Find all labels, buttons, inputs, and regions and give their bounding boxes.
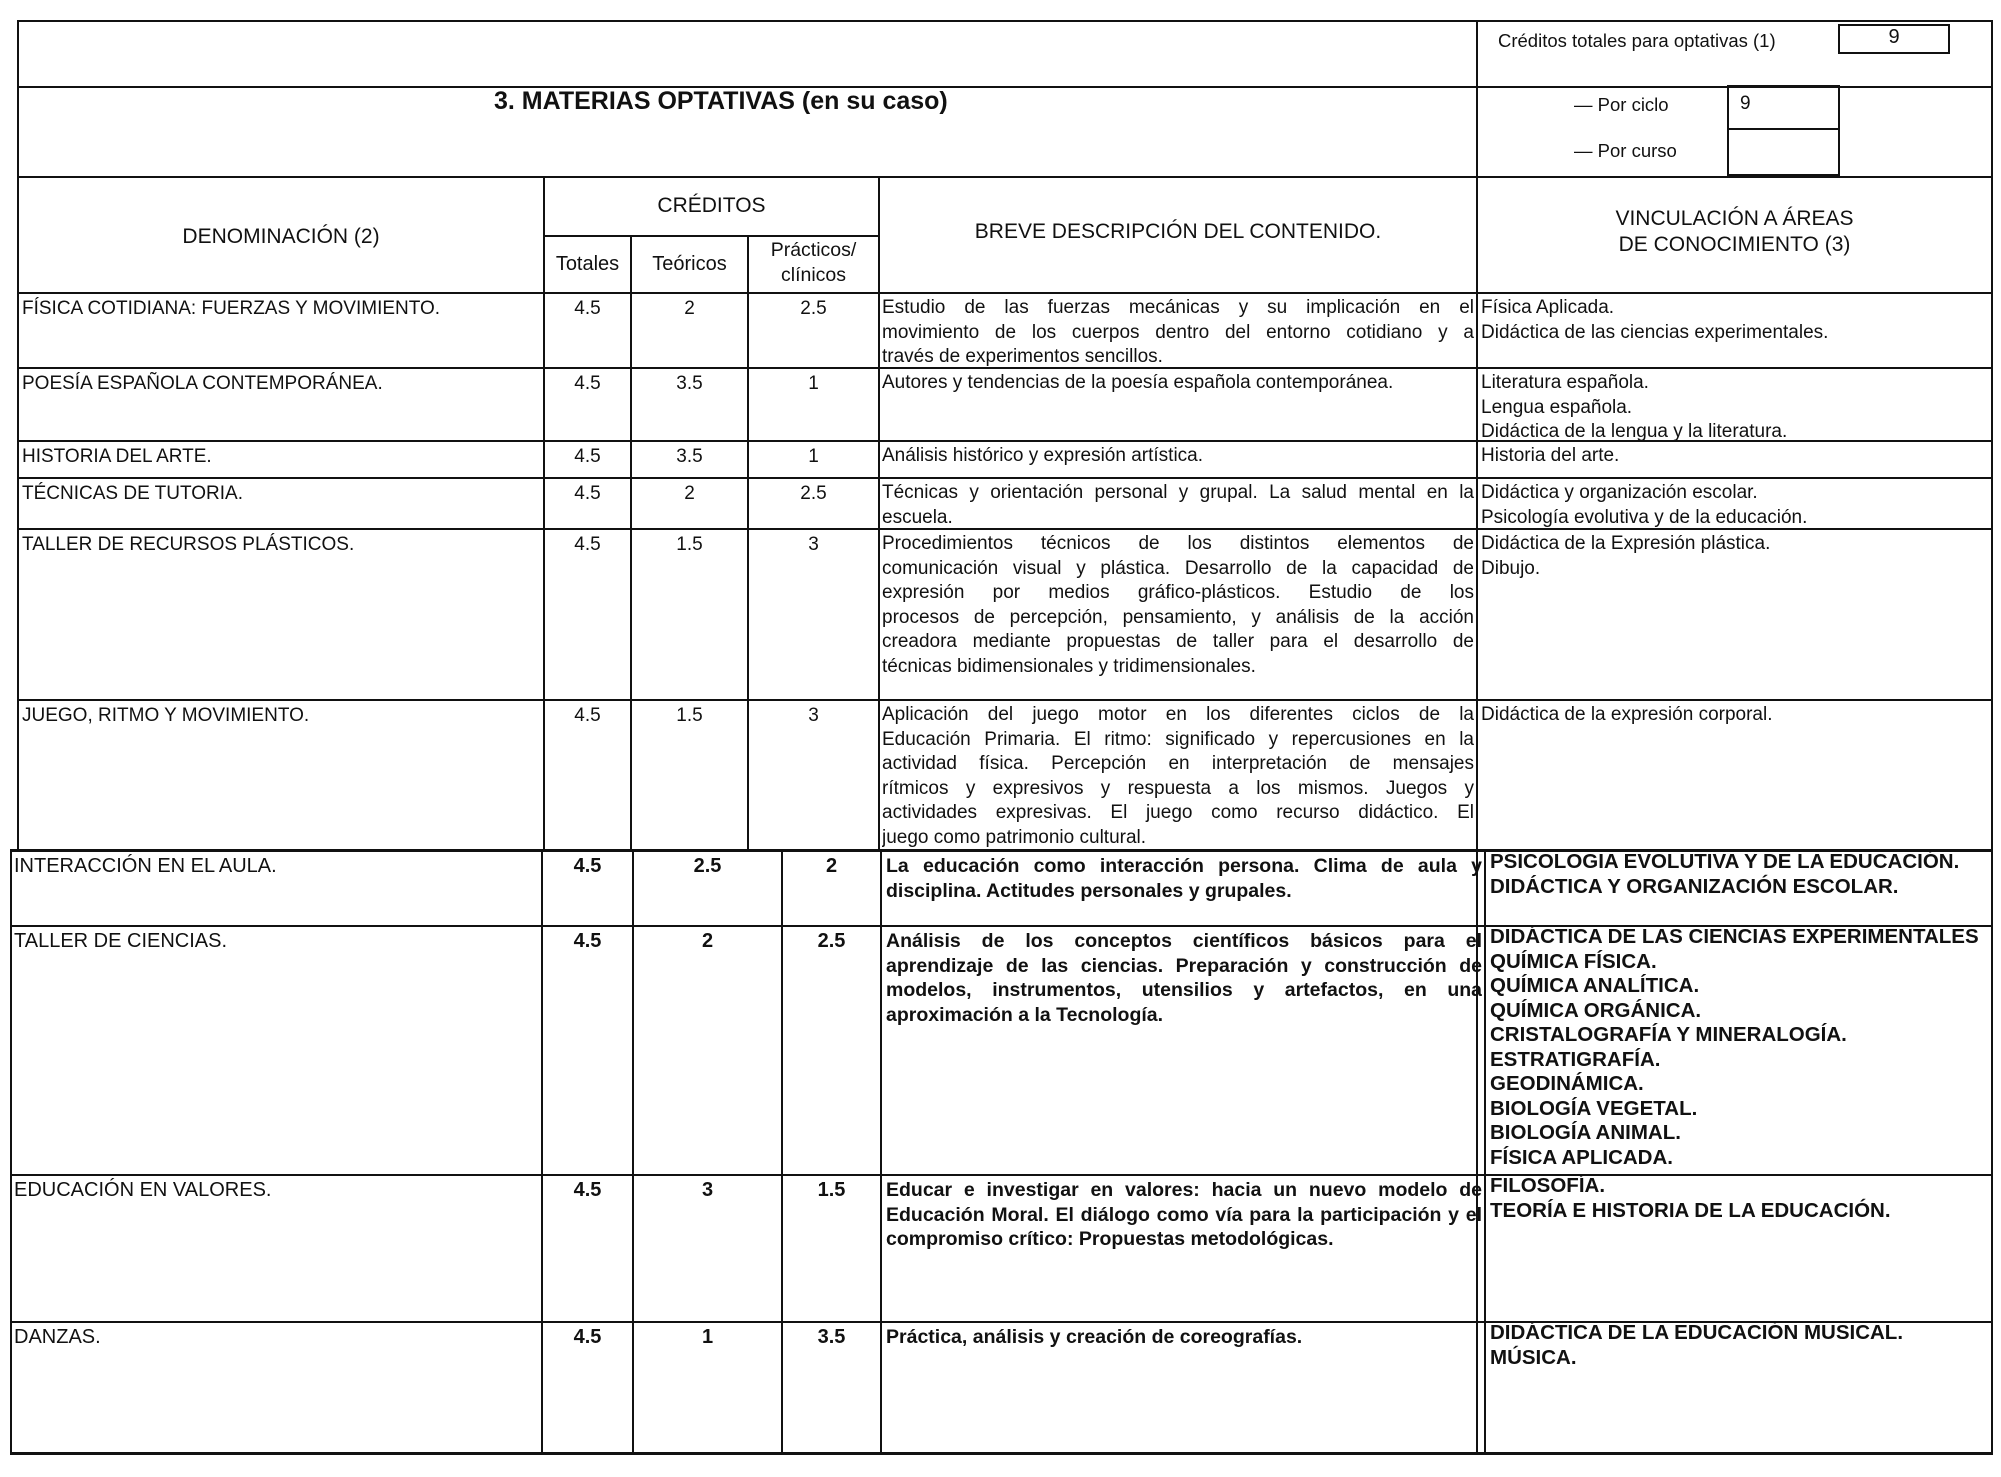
credits-totales: 4.5 xyxy=(574,298,601,319)
area-item: GEODINÁMICA. xyxy=(1490,1072,1644,1095)
credits-total-label: Créditos totales para optativas (1) xyxy=(1498,30,1776,51)
area-item: Psicología evolutiva y de la educación. xyxy=(1481,506,1808,528)
por-ciclo-label: — Por ciclo xyxy=(1574,94,1669,115)
description-line: juego como patrimonio cultural. xyxy=(882,826,1147,848)
knowledge-areas xyxy=(1481,703,1990,728)
knowledge-areas xyxy=(1481,444,1990,469)
col-vinculacion-2: DE CONOCIMIENTO (3) xyxy=(1618,233,1851,256)
area-item: DIDÁCTICA DE LAS CIENCIAS EXPERIMENTALES xyxy=(1490,925,1979,948)
area-item: Didáctica y organización escolar. xyxy=(1481,482,1758,503)
description-line: Aplicación del juego motor en los diferentes ciclos de la xyxy=(882,704,1474,725)
subject-name: POESÍA ESPAÑOLA CONTEMPORÁNEA. xyxy=(22,373,383,394)
description-line: expresión por medios gráfico-plásticos. Estudio de los xyxy=(882,582,1474,603)
knowledge-areas xyxy=(1490,850,1990,899)
section-title: 3. MATERIAS OPTATIVAS (en su caso) xyxy=(494,87,948,115)
subject-description xyxy=(886,929,1482,1027)
subject-description xyxy=(886,854,1482,903)
credits-practicos: 1 xyxy=(808,446,819,467)
credits-teoricos: 2.5 xyxy=(693,855,722,877)
description-line: modelos, instrumentos, utensilios y artefactos, en una xyxy=(886,979,1482,1001)
description-line: compromiso crítico: Propuestas metodológicas. xyxy=(886,1228,1334,1250)
area-item: Historia del arte. xyxy=(1481,445,1620,466)
credits-teoricos: 2 xyxy=(684,298,695,319)
area-item: PSICOLOGIA EVOLUTIVA Y DE LA EDUCACIÓN. xyxy=(1490,850,1960,873)
credits-practicos: 1 xyxy=(808,373,819,394)
knowledge-areas xyxy=(1481,371,1990,445)
area-item: TEORÍA E HISTORIA DE LA EDUCACIÓN. xyxy=(1490,1198,1891,1222)
subject-description xyxy=(882,532,1474,679)
area-item: QUÍMICA FÍSICA. xyxy=(1490,949,1657,973)
area-item: Didáctica de las ciencias experimentales. xyxy=(1481,321,1829,343)
credits-practicos: 2.5 xyxy=(800,298,827,319)
description-line: actividades expresivas. El juego como recurso didáctico. El xyxy=(882,802,1474,823)
subject-name: FÍSICA COTIDIANA: FUERZAS Y MOVIMIENTO. xyxy=(22,298,441,319)
credits-teoricos: 2 xyxy=(684,483,695,504)
credits-practicos: 2.5 xyxy=(817,930,846,952)
col-totales: Totales xyxy=(555,253,620,275)
area-item: Didáctica de la lengua y la literatura. xyxy=(1481,421,1788,442)
area-item: MÚSICA. xyxy=(1490,1345,1577,1369)
subject-description xyxy=(886,1325,1482,1350)
credits-totales: 4.5 xyxy=(574,483,601,504)
subject-name: TALLER DE CIENCIAS. xyxy=(14,930,228,952)
area-item: QUÍMICA ANALÍTICA. xyxy=(1490,974,1700,997)
knowledge-areas xyxy=(1481,481,1990,530)
description-line: actividad física. Percepción en interpretación de mensajes xyxy=(882,753,1474,774)
subject-description xyxy=(882,703,1474,850)
description-line: Análisis de los conceptos científicos básicos para el xyxy=(886,930,1482,952)
subject-description xyxy=(882,444,1474,469)
credits-teoricos: 1.5 xyxy=(676,705,703,726)
credits-totales: 4.5 xyxy=(574,705,601,726)
description-line: Autores y tendencias de la poesía española contemporánea. xyxy=(882,372,1394,393)
description-line: Análisis histórico y expresión artística. xyxy=(882,445,1204,466)
area-item: BIOLOGÍA VEGETAL. xyxy=(1490,1096,1698,1120)
credits-teoricos: 1.5 xyxy=(676,534,703,555)
credits-totales: 4.5 xyxy=(574,446,601,467)
description-line: Procedimientos técnicos de los distintos elementos de xyxy=(882,533,1474,554)
subject-name: DANZAS. xyxy=(14,1326,101,1348)
credits-teoricos: 3.5 xyxy=(676,446,703,467)
knowledge-areas xyxy=(1490,1321,1990,1370)
subject-name: INTERACCIÓN EN EL AULA. xyxy=(14,855,277,877)
area-item: ESTRATIGRAFÍA. xyxy=(1490,1047,1661,1071)
por-curso-box xyxy=(1727,128,1840,176)
area-item: Literatura española. xyxy=(1481,372,1649,393)
credits-teoricos: 1 xyxy=(701,1326,714,1348)
knowledge-areas xyxy=(1490,1174,1990,1223)
credits-totales: 4.5 xyxy=(574,373,601,394)
description-line: rítmicos y expresivos y respuesta a los mismos. Juegos y xyxy=(882,777,1474,799)
credits-teoricos: 2 xyxy=(701,930,714,952)
description-line: técnicas bidimensionales y tridimensionales. xyxy=(882,655,1256,677)
description-line: disciplina. Actitudes personales y grupales. xyxy=(886,879,1292,902)
credits-practicos: 2.5 xyxy=(800,483,827,504)
credits-totales: 4.5 xyxy=(573,1326,602,1348)
credits-total-value: 9 xyxy=(1888,26,1900,48)
subject-name: EDUCACIÓN EN VALORES. xyxy=(14,1179,272,1201)
description-line: aprendizaje de las ciencias. Preparación y construcción de xyxy=(886,954,1482,977)
area-item: FÍSICA APLICADA. xyxy=(1490,1145,1673,1169)
credits-totales: 4.5 xyxy=(574,534,601,555)
description-line: aproximación a la Tecnología. xyxy=(886,1003,1164,1026)
area-item: Didáctica de la Expresión plástica. xyxy=(1481,533,1771,554)
col-creditos: CRÉDITOS xyxy=(657,194,766,217)
credits-totales: 4.5 xyxy=(573,1179,602,1201)
description-line: Estudio de las fuerzas mecánicas y su implicación en el xyxy=(882,297,1474,318)
credits-practicos: 3 xyxy=(808,534,819,555)
subject-name: TÉCNICAS DE TUTORIA. xyxy=(22,483,243,504)
description-line: Educación Primaria. El ritmo: significado y repercusiones en la xyxy=(882,728,1474,750)
area-item: Didáctica de la expresión corporal. xyxy=(1481,704,1773,725)
col-vinculacion-1: VINCULACIÓN A ÁREAS xyxy=(1615,207,1854,230)
knowledge-areas xyxy=(1490,925,1990,1170)
credits-teoricos: 3.5 xyxy=(676,373,703,394)
description-line: Técnicas y orientación personal y grupal. La salud mental en la xyxy=(882,482,1474,503)
col-teoricos: Teóricos xyxy=(652,253,727,275)
por-curso-label: — Por curso xyxy=(1574,140,1677,161)
description-line: movimiento de los cuerpos dentro del entorno cotidiano y a xyxy=(882,321,1474,343)
area-item: Dibujo. xyxy=(1481,557,1541,579)
credits-practicos: 1.5 xyxy=(817,1179,846,1201)
area-item: Física Aplicada. xyxy=(1481,297,1615,318)
col-denominacion: DENOMINACIÓN (2) xyxy=(182,225,380,248)
description-line: comunicación visual y plástica. Desarrollo de la capacidad de xyxy=(882,557,1474,579)
description-line: procesos de percepción, pensamiento, y análisis de la acción xyxy=(882,606,1474,628)
credits-practicos: 3 xyxy=(808,705,819,726)
col-practicos-2: clínicos xyxy=(780,264,847,286)
credits-practicos: 2 xyxy=(825,855,838,877)
subject-description xyxy=(882,481,1474,530)
subject-description xyxy=(886,1178,1482,1252)
area-item: FILOSOFÍA. xyxy=(1490,1174,1606,1197)
area-item: BIOLOGÍA ANIMAL. xyxy=(1490,1121,1681,1144)
por-ciclo-value: 9 xyxy=(1740,93,1751,114)
description-line: escuela. xyxy=(882,506,953,528)
credits-totales: 4.5 xyxy=(573,930,602,952)
col-practicos-1: Prácticos/ xyxy=(770,239,857,261)
col-descripcion: BREVE DESCRIPCIÓN DEL CONTENIDO. xyxy=(974,220,1382,243)
credits-totales: 4.5 xyxy=(573,855,602,877)
description-line: La educación como interacción persona. Clima de aula y xyxy=(886,855,1482,877)
credits-teoricos: 3 xyxy=(701,1179,714,1201)
subject-name: JUEGO, RITMO Y MOVIMIENTO. xyxy=(22,705,310,726)
subject-description xyxy=(882,371,1474,396)
area-item: QUÍMICA ORGÁNICA. xyxy=(1490,998,1702,1022)
description-line: través de experimentos sencillos. xyxy=(882,346,1163,367)
area-item: Lengua española. xyxy=(1481,396,1633,418)
area-item: DIDÁCTICA DE LA EDUCACIÓN MUSICAL. xyxy=(1490,1321,1904,1344)
description-line: creadora mediante propuestas de taller para el desarrollo de xyxy=(882,631,1474,652)
subject-name: TALLER DE RECURSOS PLÁSTICOS. xyxy=(22,534,355,555)
description-line: Práctica, análisis y creación de coreografías. xyxy=(886,1326,1303,1348)
subject-description xyxy=(882,296,1474,370)
description-line: Educar e investigar en valores: hacia un nuevo modelo de xyxy=(886,1179,1482,1201)
knowledge-areas xyxy=(1481,532,1990,581)
area-item: DIDÁCTICA Y ORGANIZACIÓN ESCOLAR. xyxy=(1490,874,1899,898)
credits-practicos: 3.5 xyxy=(817,1326,846,1348)
area-item: CRISTALOGRAFÍA Y MINERALOGÍA. xyxy=(1490,1023,1847,1046)
subject-name: HISTORIA DEL ARTE. xyxy=(22,446,212,467)
description-line: Educación Moral. El diálogo como vía para la participación y el xyxy=(886,1203,1482,1226)
knowledge-areas xyxy=(1481,296,1990,345)
